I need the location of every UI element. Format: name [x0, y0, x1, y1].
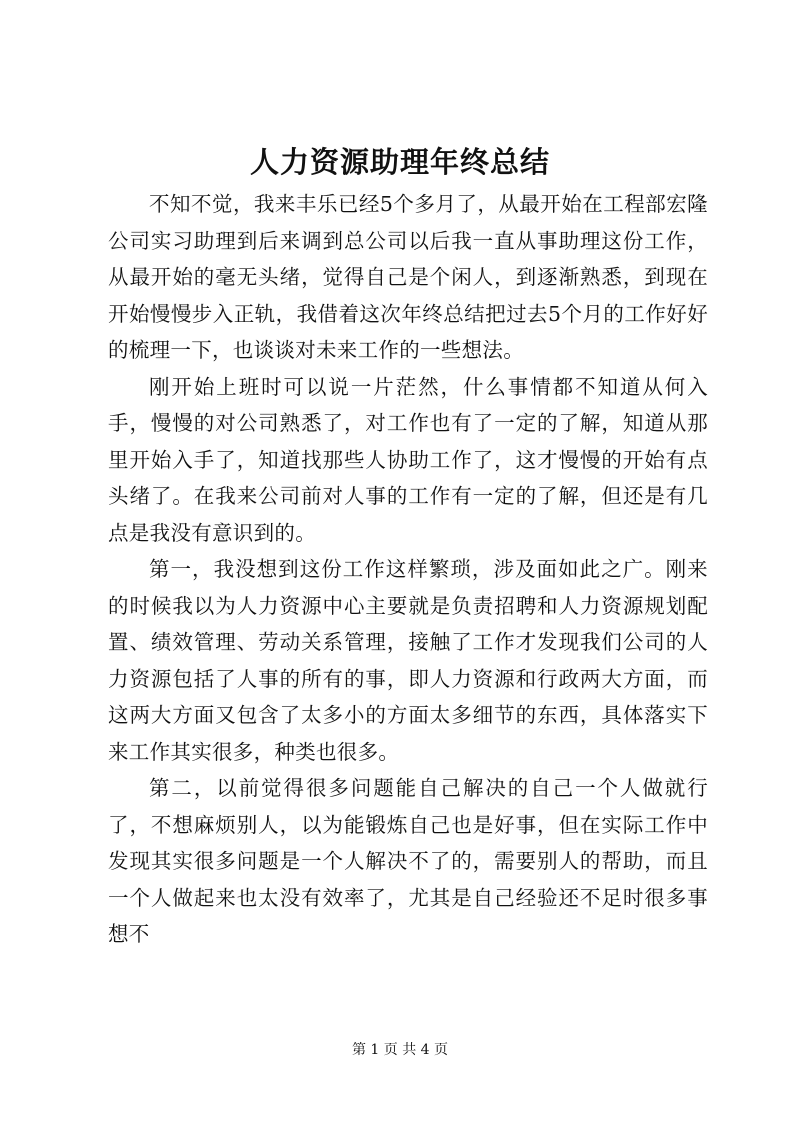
paragraph-1: 不知不觉，我来丰乐已经5个多月了，从最开始在工程部宏隆公司实习助理到后来调到总公司以后我一直从事助理这份工作，从最开始的毫无头绪，觉得自己是个闲人，到逐渐熟悉，到现在开始慢慢步入正轨，我借着这次年终总结把过去5个月的工作好好的梳理一下，也谈谈对未来工作的一些想法。 — [108, 192, 708, 362]
paragraph-3: 第一，我没想到这份工作这样繁琐，涉及面如此之广。刚来的时候我以为人力资源中心主要就是负责招聘和人力资源规划配置、绩效管理、劳动关系管理，接触了工作才发现我们公司的人力资源包括了人事的所有的事，即人力资源和行政两大方面，而这两大方面又包含了太多小的方面太多细节的东西，具体落实下来工作其实很多，种类也很多。 — [108, 557, 708, 764]
paragraph-4: 第二，以前觉得很多问题能自己解决的自己一个人做就行了，不想麻烦别人，以为能锻炼自己也是好事，但在实际工作中发现其实很多问题是一个人解决不了的，需要别人的帮助，而且一个人做起来也太没有效率了，尤其是自己经验还不足时很多事想不 — [108, 776, 708, 946]
document-title: 人力资源助理年终总结 — [249, 145, 550, 179]
paragraph-2: 刚开始上班时可以说一片茫然，什么事情都不知道从何入手，慢慢的对公司熟悉了，对工作也有了一定的了解，知道从那里开始入手了，知道找那些人协助工作了，这才慢慢的开始有点头绪了。在我来公司前对人事的工作有一定的了解，但还是有几点是我没有意识到的。 — [108, 374, 708, 545]
document-body — [108, 186, 708, 953]
page-number-footer: 第 1 页 共 4 页 — [351, 1042, 449, 1058]
